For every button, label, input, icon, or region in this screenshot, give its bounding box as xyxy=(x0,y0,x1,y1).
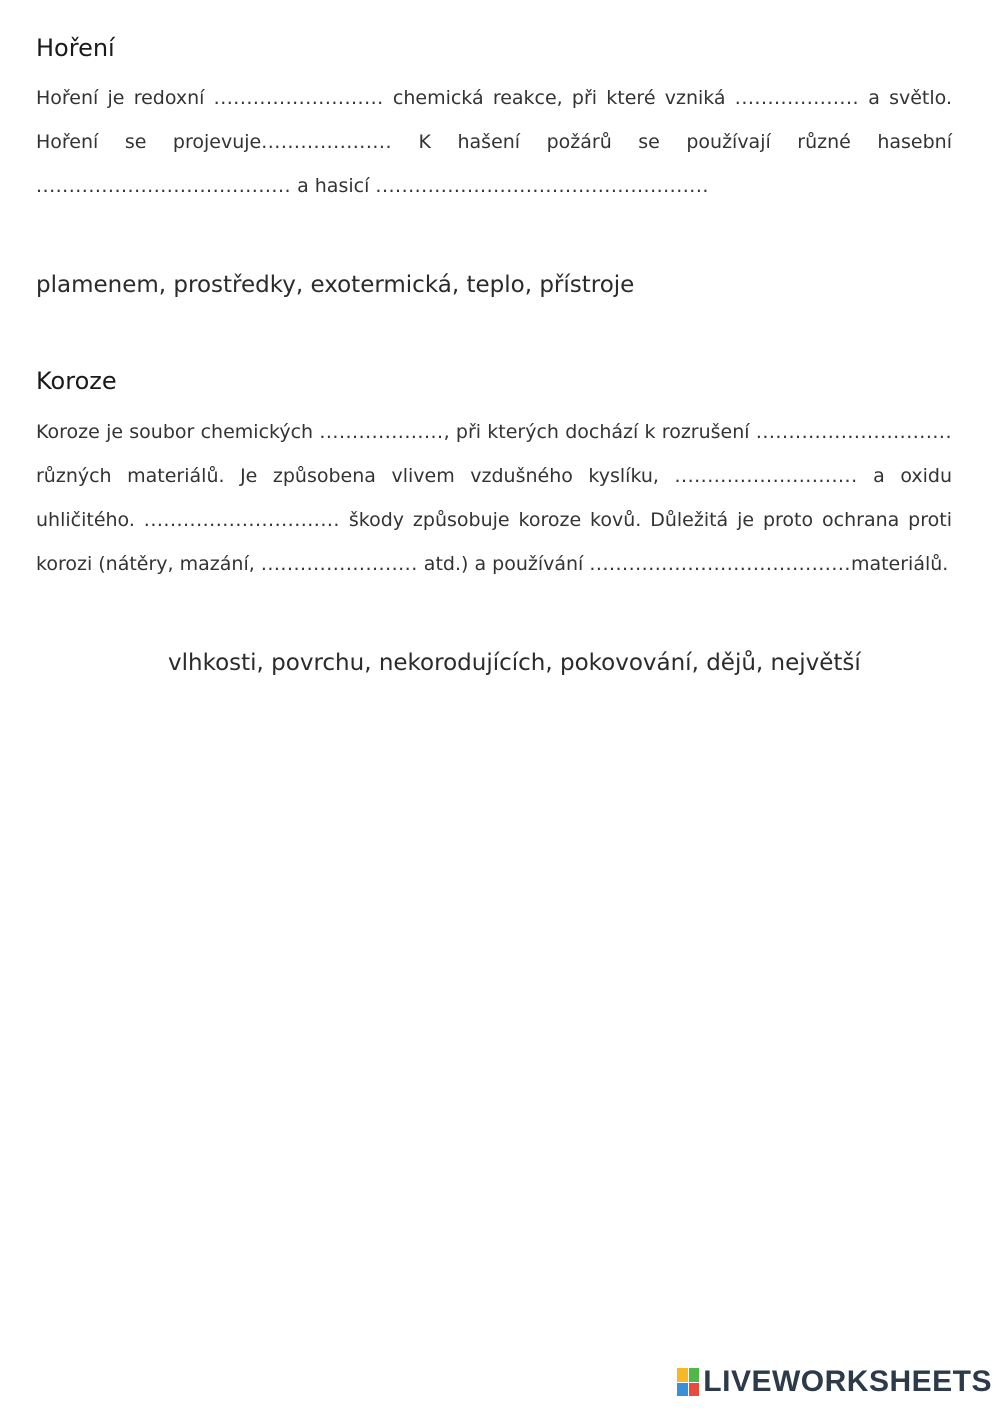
text-segment: Hoření je redoxní xyxy=(36,87,214,109)
blank-field[interactable]: .............................. xyxy=(143,509,340,531)
word-bank-horeni: plamenem, prostředky, exotermická, teplo, přístroje xyxy=(36,272,635,298)
section-title-koroze: Koroze xyxy=(36,367,117,395)
text-segment: a hasicí xyxy=(291,175,376,197)
blank-field[interactable]: .......................... xyxy=(213,87,384,109)
liveworksheets-logo xyxy=(677,1365,992,1399)
text-segment: škody způsobuje koroze kovů. Důležitá je proto ochrana proti korozi (nátěry, mazání, xyxy=(36,509,952,575)
liveworksheets-logo-icon xyxy=(677,1368,699,1396)
text-segment: různých materiálů. Je způsobena vlivem vzdušného kyslíku, xyxy=(36,465,675,487)
blank-field[interactable]: ........................ xyxy=(260,553,418,575)
section-title-horeni: Hoření xyxy=(36,34,115,62)
logo-block-yellow xyxy=(677,1368,688,1382)
logo-block-green xyxy=(689,1368,700,1382)
logo-block-blue xyxy=(677,1383,688,1397)
blank-field[interactable]: ....................................... xyxy=(36,175,292,197)
text-segment: materiálů. xyxy=(850,553,949,575)
blank-field[interactable]: ................... xyxy=(319,421,444,443)
blank-field[interactable]: .............................. xyxy=(755,421,952,443)
text-segment: a oxidu uhličitého. xyxy=(36,465,953,531)
text-segment: K hašení požárů se používají různé hasební xyxy=(392,131,952,153)
blank-field[interactable]: ................................................... xyxy=(375,175,709,197)
paragraph-koroze xyxy=(36,410,952,586)
paragraph-horeni xyxy=(36,76,952,208)
text-segment: Koroze je soubor chemických xyxy=(36,421,320,443)
blank-field[interactable]: ................... xyxy=(734,87,860,109)
text-segment: atd.) a používání xyxy=(417,553,590,575)
text-segment: chemická reakce, při které vzniká xyxy=(383,87,735,109)
logo-block-red xyxy=(689,1383,700,1397)
blank-field[interactable]: ............................ xyxy=(674,465,858,487)
blank-field[interactable]: ........................................ xyxy=(589,553,851,575)
logo-text: LIVEWORKSHEETS xyxy=(703,1365,992,1398)
blank-field[interactable]: .................... xyxy=(261,131,393,153)
text-segment: , při kterých dochází k rozrušení xyxy=(443,421,756,443)
word-bank-koroze: vlhkosti, povrchu, nekorodujících, pokovování, dějů, největší xyxy=(168,650,861,676)
text-segment: a světlo. Hoření se projevuje xyxy=(36,87,952,153)
